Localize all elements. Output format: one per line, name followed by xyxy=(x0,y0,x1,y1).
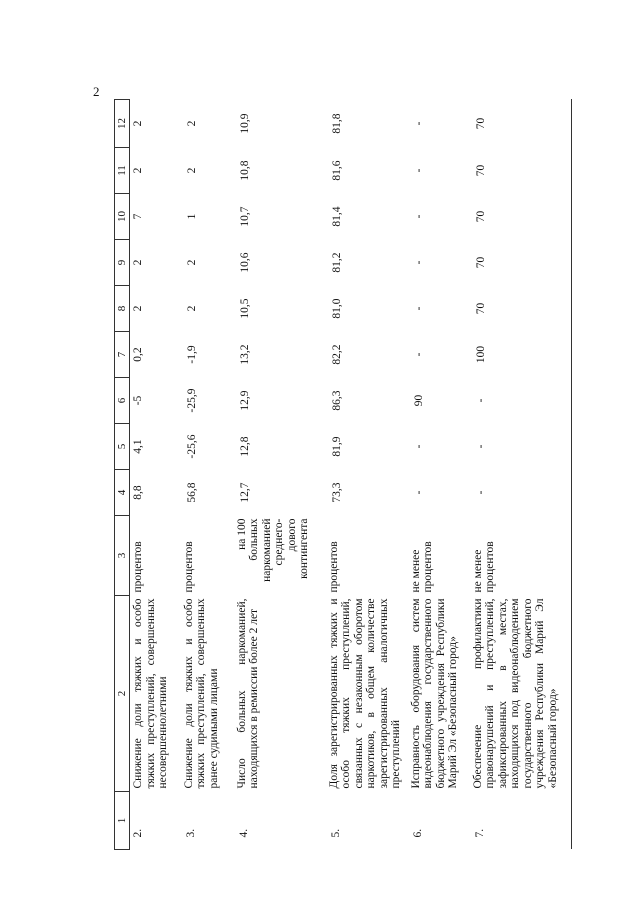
unit-line: наркоманией xyxy=(260,518,273,582)
table-row xyxy=(472,100,572,850)
unit-line: больных xyxy=(248,518,260,561)
value-cell: -5 xyxy=(132,395,144,406)
value-cell: 70 xyxy=(472,286,572,332)
value-cell: 1 xyxy=(185,213,198,220)
header-cell-9: 9 xyxy=(115,240,130,286)
table-row xyxy=(130,100,183,850)
value-cell: 12,9 xyxy=(238,390,251,411)
value-cell: 56,8 xyxy=(185,482,198,503)
row-number: 7. xyxy=(472,792,572,850)
value-cell: 70 xyxy=(472,240,572,286)
value-cell: -25,6 xyxy=(185,434,198,459)
value-cell: 2 xyxy=(185,167,198,174)
header-cell-4: 4 xyxy=(115,470,130,516)
value-cell: - xyxy=(472,378,572,424)
table-row xyxy=(183,100,236,850)
unit-cell: не менее процентов xyxy=(472,516,572,596)
row-number: 2. xyxy=(132,828,144,838)
header-cell-7: 7 xyxy=(115,332,130,378)
value-cell: 12,7 xyxy=(238,482,251,503)
value-cell: 81,8 xyxy=(330,113,343,134)
indicator-name: Доля зарегистрированных тяжких и особо тяжких преступлений, связанных с незаконным оборотом наркотиков, в общем количестве зарегистрированных аналогичных преступлений xyxy=(327,598,402,789)
value-cell: 2 xyxy=(132,120,144,127)
value-cell: 70 xyxy=(472,100,572,148)
header-cell-6: 6 xyxy=(115,378,130,424)
header-cell-11: 11 xyxy=(115,148,130,194)
indicator-name: Снижение доли тяжких и особо тяжких преступлений, совершенных ранее судимыми лицами xyxy=(182,598,220,789)
header-cell-5: 5 xyxy=(115,424,130,470)
row-number: 5. xyxy=(329,828,342,838)
value-cell: 100 xyxy=(472,332,572,378)
value-cell: - xyxy=(412,168,425,173)
indicator-name: Исправность оборудования систем видеонаблюдения государственного бюджетного учреждения Республики Марий Эл «Безопасный город» xyxy=(409,598,459,789)
value-cell: 86,3 xyxy=(330,390,343,411)
value-cell: - xyxy=(412,490,425,495)
indicators-table xyxy=(114,99,572,850)
header-cell-2: 2 xyxy=(115,596,130,792)
header-cell-8: 8 xyxy=(115,286,130,332)
value-cell: - xyxy=(472,470,572,516)
value-cell: 2 xyxy=(132,167,144,174)
value-cell: 10,7 xyxy=(238,206,251,227)
value-cell: 81,6 xyxy=(330,160,343,181)
table-row xyxy=(236,100,328,850)
value-cell: 10,9 xyxy=(238,113,251,134)
value-cell: 73,3 xyxy=(330,482,343,503)
value-cell: 82,2 xyxy=(330,344,343,365)
value-cell: 7 xyxy=(132,213,144,220)
value-cell: -25,9 xyxy=(185,388,198,413)
unit-line: среднего- xyxy=(273,518,285,566)
row-number: 3. xyxy=(184,828,197,838)
value-cell: 10,6 xyxy=(238,252,251,273)
value-cell: - xyxy=(472,424,572,470)
value-cell: 81,0 xyxy=(330,298,343,319)
table-row xyxy=(328,100,410,850)
indicator-name: Снижение доли тяжких и особо тяжких преступлений, совершенных несовершеннолетними xyxy=(132,598,169,789)
indicator-name: Обеспечение профилактики правонарушений и преступлений, зафиксированных в местах, находящихся под видеонаблюдением государственного бюджетного учреждения Республики Марий Эл «Безопасный город» xyxy=(472,596,572,792)
table-row xyxy=(410,100,472,850)
unit-cell: процентов xyxy=(182,541,195,593)
unit-cell: процентов xyxy=(327,541,340,593)
value-cell: - xyxy=(412,352,425,357)
header-cell-3: 3 xyxy=(115,516,130,596)
value-cell: 90 xyxy=(412,394,425,407)
unit-cell: процентов xyxy=(132,541,144,593)
header-cell-10: 10 xyxy=(115,194,130,240)
value-cell: 2 xyxy=(185,259,198,266)
value-cell: - xyxy=(412,121,425,126)
value-cell: 2 xyxy=(132,305,144,312)
value-cell: 13,2 xyxy=(238,344,251,365)
value-cell: 2 xyxy=(132,259,144,266)
unit-line: дового xyxy=(285,518,298,552)
unit-line: контингента xyxy=(298,518,310,579)
value-cell: 0,2 xyxy=(132,347,144,362)
indicator-name: Число больных наркоманией, находящихся в ремиссии более 2 лет xyxy=(235,598,260,789)
rotated-table-container xyxy=(114,100,559,850)
page-number: 2 xyxy=(93,84,100,99)
value-cell: - xyxy=(412,260,425,265)
value-cell: - xyxy=(412,214,425,219)
value-cell: 81,9 xyxy=(330,436,343,457)
value-cell: 81,4 xyxy=(330,206,343,227)
value-cell: 8,8 xyxy=(132,485,144,500)
unit-cell: не менее процентов xyxy=(409,541,434,593)
row-number: 4. xyxy=(237,828,250,838)
unit-line: на 100 xyxy=(235,518,248,550)
value-cell: - xyxy=(412,444,425,449)
row-number: 6. xyxy=(411,828,424,838)
value-cell: 12,8 xyxy=(238,436,251,457)
header-cell-1: 1 xyxy=(115,792,130,850)
value-cell: 70 xyxy=(472,194,572,240)
value-cell: 4,1 xyxy=(132,439,144,454)
value-cell: 10,8 xyxy=(238,160,251,181)
header-cell-12: 12 xyxy=(115,100,130,148)
value-cell: 10,5 xyxy=(238,298,251,319)
value-cell: - xyxy=(412,306,425,311)
value-cell: 81,2 xyxy=(330,252,343,273)
value-cell: 2 xyxy=(185,120,198,127)
header-row xyxy=(115,100,130,850)
value-cell: 70 xyxy=(472,148,572,194)
value-cell: -1,9 xyxy=(185,345,198,364)
value-cell: 2 xyxy=(185,305,198,312)
unit-cell xyxy=(236,516,328,596)
